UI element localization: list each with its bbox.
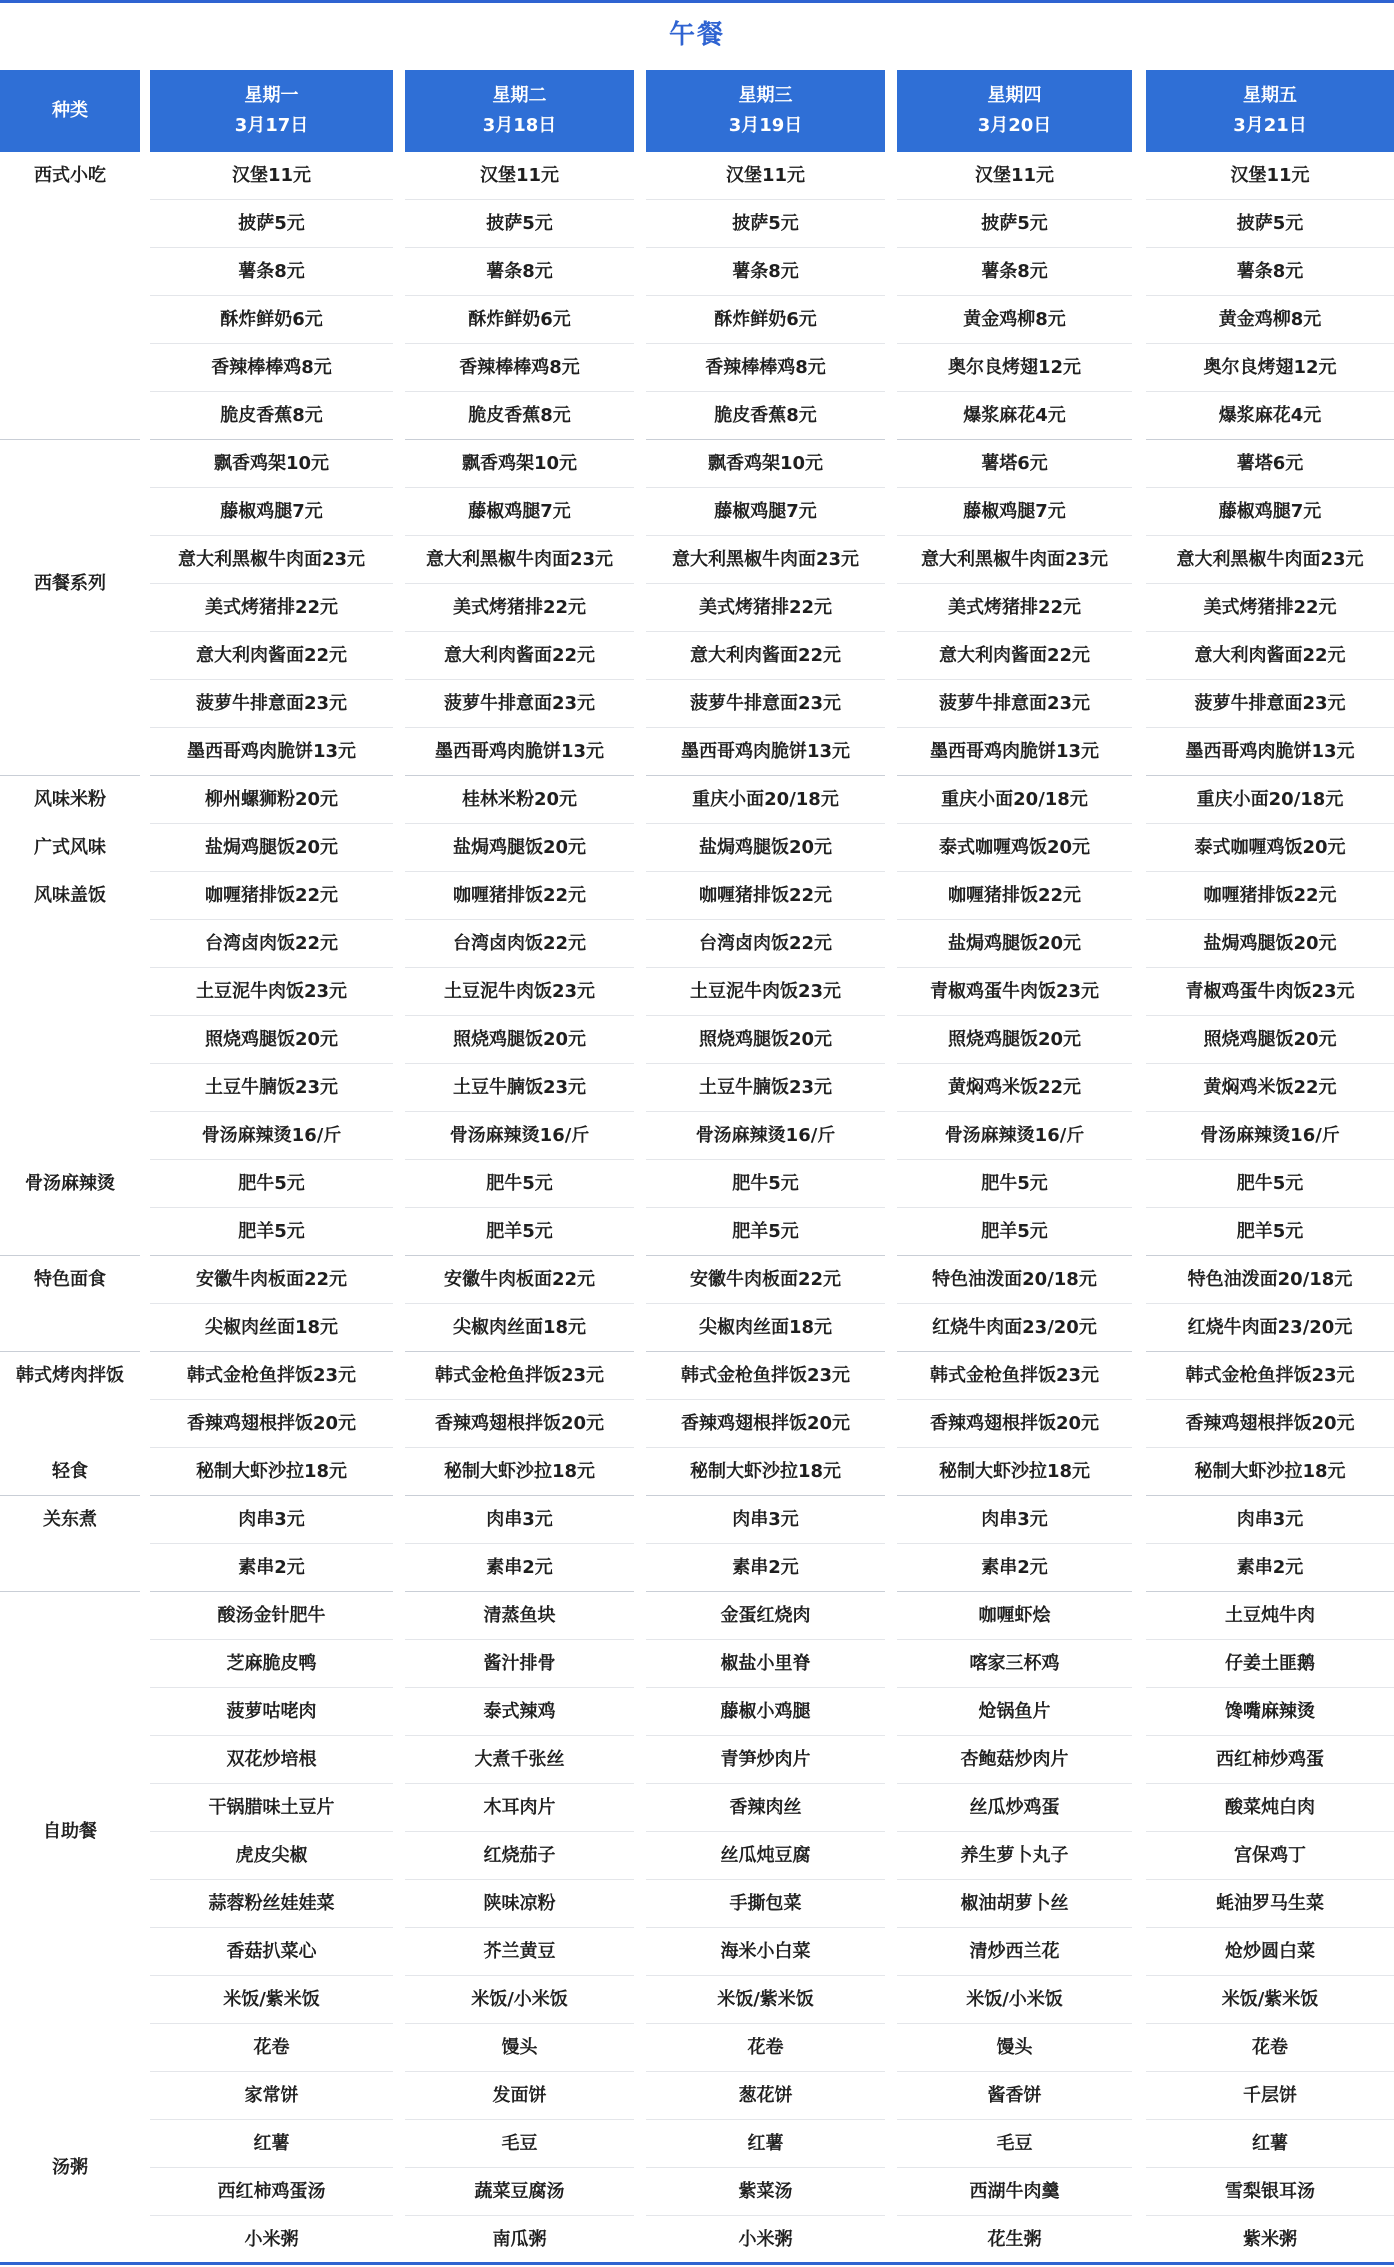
menu-cell: 骨汤麻辣烫16/斤 (897, 1112, 1132, 1160)
menu-cell: 盐焗鸡腿饭20元 (897, 920, 1132, 968)
table-row (0, 1544, 1394, 1592)
header-day-2 (405, 70, 634, 152)
menu-cell: 米饭/紫米饭 (1146, 1976, 1394, 2024)
menu-cell: 米饭/小米饭 (897, 1976, 1132, 2024)
menu-cell: 照烧鸡腿饭20元 (405, 1016, 634, 1064)
menu-cell: 虎皮尖椒 (150, 1832, 393, 1880)
menu-cell: 南瓜粥 (405, 2216, 634, 2264)
menu-cell: 藤椒鸡腿7元 (150, 488, 393, 536)
menu-cell: 海米小白菜 (646, 1928, 885, 1976)
menu-cell: 干锅腊味土豆片 (150, 1784, 393, 1832)
menu-cell: 酸菜炖白肉 (1146, 1784, 1394, 1832)
header-date: 3月21日 (1233, 115, 1307, 136)
menu-cell: 咖喱猪排饭22元 (1146, 872, 1394, 920)
menu-cell: 菠萝咕咾肉 (150, 1688, 393, 1736)
menu-cell: 安徽牛肉板面22元 (150, 1256, 393, 1304)
menu-cell: 肥牛5元 (897, 1160, 1132, 1208)
menu-cell: 脆皮香蕉8元 (646, 392, 885, 440)
menu-cell: 菠萝牛排意面23元 (150, 680, 393, 728)
table-row (0, 344, 1394, 392)
menu-cell: 香辣鸡翅根拌饭20元 (150, 1400, 393, 1448)
menu-cell: 汉堡11元 (1146, 152, 1394, 200)
category-label: 汤粥 (52, 2157, 88, 2178)
menu-cell: 芝麻脆皮鸭 (150, 1640, 393, 1688)
category-label: 骨汤麻辣烫 (25, 1173, 115, 1194)
category-label: 风味米粉 (34, 789, 106, 810)
menu-cell: 馒头 (897, 2024, 1132, 2072)
menu-cell: 小米粥 (646, 2216, 885, 2264)
menu-cell: 薯条8元 (1146, 248, 1394, 296)
menu-cell: 清蒸鱼块 (405, 1592, 634, 1640)
menu-cell: 千层饼 (1146, 2072, 1394, 2120)
menu-cell: 藤椒鸡腿7元 (405, 488, 634, 536)
table-row (0, 392, 1394, 440)
menu-cell: 炝炒圆白菜 (1146, 1928, 1394, 1976)
menu-cell: 墨西哥鸡肉脆饼13元 (897, 728, 1132, 776)
menu-cell: 美式烤猪排22元 (1146, 584, 1394, 632)
menu-table (0, 152, 1394, 2264)
menu-cell: 素串2元 (150, 1544, 393, 1592)
menu-cell: 韩式金枪鱼拌饭23元 (646, 1352, 885, 1400)
menu-cell: 飘香鸡架10元 (150, 440, 393, 488)
menu-cell: 土豆牛腩饭23元 (150, 1064, 393, 1112)
header-category-label: 种类 (52, 100, 88, 121)
menu-cell: 土豆泥牛肉饭23元 (150, 968, 393, 1016)
table-row (0, 1016, 1394, 1064)
header-day-3 (646, 70, 885, 152)
menu-cell: 咖喱猪排饭22元 (150, 872, 393, 920)
category-label: 韩式烤肉拌饭 (16, 1365, 124, 1386)
table-row (0, 680, 1394, 728)
table-row (0, 1304, 1394, 1352)
header-day-5 (1146, 70, 1394, 152)
menu-cell: 意大利肉酱面22元 (897, 632, 1132, 680)
menu-cell: 汉堡11元 (405, 152, 634, 200)
menu-cell: 青笋炒肉片 (646, 1736, 885, 1784)
menu-cell: 爆浆麻花4元 (897, 392, 1132, 440)
menu-cell: 披萨5元 (405, 200, 634, 248)
menu-cell: 肉串3元 (897, 1496, 1132, 1544)
menu-cell: 盐焗鸡腿饭20元 (405, 824, 634, 872)
menu-cell: 毛豆 (897, 2120, 1132, 2168)
menu-cell: 爆浆麻花4元 (1146, 392, 1394, 440)
menu-cell: 小米粥 (150, 2216, 393, 2264)
category-label: 西式小吃 (34, 165, 106, 186)
menu-cell: 韩式金枪鱼拌饭23元 (897, 1352, 1132, 1400)
menu-cell: 发面饼 (405, 2072, 634, 2120)
menu-cell: 秘制大虾沙拉18元 (646, 1448, 885, 1496)
menu-cell: 肥羊5元 (150, 1208, 393, 1256)
page-title: 午餐 (668, 20, 725, 50)
menu-cell: 咖喱虾烩 (897, 1592, 1132, 1640)
menu-cell: 藤椒鸡腿7元 (897, 488, 1132, 536)
menu-cell: 双花炒培根 (150, 1736, 393, 1784)
menu-cell: 香辣棒棒鸡8元 (150, 344, 393, 392)
menu-cell: 泰式咖喱鸡饭20元 (897, 824, 1132, 872)
menu-cell: 馋嘴麻辣烫 (1146, 1688, 1394, 1736)
menu-cell: 重庆小面20/18元 (646, 776, 885, 824)
menu-cell: 酥炸鲜奶6元 (646, 296, 885, 344)
menu-cell: 汉堡11元 (150, 152, 393, 200)
table-row (0, 728, 1394, 776)
menu-cell: 椒盐小里脊 (646, 1640, 885, 1688)
menu-cell: 奥尔良烤翅12元 (1146, 344, 1394, 392)
menu-cell: 香辣肉丝 (646, 1784, 885, 1832)
menu-cell: 墨西哥鸡肉脆饼13元 (1146, 728, 1394, 776)
menu-cell: 土豆泥牛肉饭23元 (405, 968, 634, 1016)
menu-cell: 意大利肉酱面22元 (150, 632, 393, 680)
menu-cell: 花生粥 (897, 2216, 1132, 2264)
menu-cell: 酱香饼 (897, 2072, 1132, 2120)
menu-cell: 香辣棒棒鸡8元 (405, 344, 634, 392)
menu-cell: 美式烤猪排22元 (897, 584, 1132, 632)
table-row (0, 776, 1394, 824)
menu-cell: 素串2元 (1146, 1544, 1394, 1592)
menu-cell: 酥炸鲜奶6元 (150, 296, 393, 344)
menu-cell: 墨西哥鸡肉脆饼13元 (405, 728, 634, 776)
menu-cell: 咖喱猪排饭22元 (646, 872, 885, 920)
menu-cell: 意大利黑椒牛肉面23元 (897, 536, 1132, 584)
menu-cell: 安徽牛肉板面22元 (405, 1256, 634, 1304)
menu-cell: 意大利黑椒牛肉面23元 (150, 536, 393, 584)
menu-cell: 土豆炖牛肉 (1146, 1592, 1394, 1640)
header-weekday: 星期一 (244, 85, 299, 106)
menu-cell: 汉堡11元 (897, 152, 1132, 200)
table-row (0, 488, 1394, 536)
table-row (0, 1736, 1394, 1784)
menu-cell: 秘制大虾沙拉18元 (150, 1448, 393, 1496)
menu-cell: 米饭/小米饭 (405, 1976, 634, 2024)
menu-cell: 红薯 (646, 2120, 885, 2168)
menu-cell: 菠萝牛排意面23元 (897, 680, 1132, 728)
table-row (0, 584, 1394, 632)
menu-cell: 红薯 (1146, 2120, 1394, 2168)
menu-cell: 菠萝牛排意面23元 (1146, 680, 1394, 728)
menu-cell: 秘制大虾沙拉18元 (897, 1448, 1132, 1496)
menu-cell: 肥羊5元 (897, 1208, 1132, 1256)
menu-cell: 雪梨银耳汤 (1146, 2168, 1394, 2216)
header-weekday: 星期二 (492, 85, 547, 106)
menu-cell: 重庆小面20/18元 (897, 776, 1132, 824)
menu-cell: 薯条8元 (405, 248, 634, 296)
table-row (0, 920, 1394, 968)
menu-cell: 喀家三杯鸡 (897, 1640, 1132, 1688)
table-row (0, 1160, 1394, 1208)
table-row (0, 2216, 1394, 2264)
menu-cell: 意大利肉酱面22元 (1146, 632, 1394, 680)
menu-cell: 韩式金枪鱼拌饭23元 (1146, 1352, 1394, 1400)
table-row (0, 1928, 1394, 1976)
table-row (0, 200, 1394, 248)
header-category (0, 70, 140, 152)
menu-cell: 意大利黑椒牛肉面23元 (405, 536, 634, 584)
menu-cell: 养生萝卜丸子 (897, 1832, 1132, 1880)
menu-cell: 脆皮香蕉8元 (405, 392, 634, 440)
menu-cell: 柳州螺狮粉20元 (150, 776, 393, 824)
menu-cell: 丝瓜炖豆腐 (646, 1832, 885, 1880)
menu-cell: 薯塔6元 (1146, 440, 1394, 488)
menu-cell: 特色油泼面20/18元 (897, 1256, 1132, 1304)
menu-cell: 陕味凉粉 (405, 1880, 634, 1928)
menu-cell: 青椒鸡蛋牛肉饭23元 (1146, 968, 1394, 1016)
menu-cell: 土豆泥牛肉饭23元 (646, 968, 885, 1016)
menu-cell: 尖椒肉丝面18元 (646, 1304, 885, 1352)
table-row (0, 1592, 1394, 1640)
table-row (0, 2024, 1394, 2072)
header-weekday: 星期四 (987, 85, 1042, 106)
category-label: 关东煮 (43, 1509, 97, 1530)
menu-cell: 薯条8元 (897, 248, 1132, 296)
menu-cell: 骨汤麻辣烫16/斤 (150, 1112, 393, 1160)
menu-cell: 尖椒肉丝面18元 (150, 1304, 393, 1352)
menu-cell: 意大利黑椒牛肉面23元 (646, 536, 885, 584)
menu-cell: 意大利肉酱面22元 (646, 632, 885, 680)
menu-cell: 黄金鸡柳8元 (897, 296, 1132, 344)
menu-cell: 酱汁排骨 (405, 1640, 634, 1688)
table-row (0, 1640, 1394, 1688)
menu-cell: 台湾卤肉饭22元 (150, 920, 393, 968)
menu-cell: 韩式金枪鱼拌饭23元 (150, 1352, 393, 1400)
table-row (0, 632, 1394, 680)
menu-cell: 紫米粥 (1146, 2216, 1394, 2264)
menu-cell: 丝瓜炒鸡蛋 (897, 1784, 1132, 1832)
menu-cell: 家常饼 (150, 2072, 393, 2120)
menu-cell: 葱花饼 (646, 2072, 885, 2120)
menu-cell: 馒头 (405, 2024, 634, 2072)
menu-cell: 意大利肉酱面22元 (405, 632, 634, 680)
table-row (0, 1976, 1394, 2024)
category-label: 西餐系列 (34, 573, 106, 594)
menu-cell: 毛豆 (405, 2120, 634, 2168)
menu-cell: 肥羊5元 (1146, 1208, 1394, 1256)
menu-cell: 素串2元 (897, 1544, 1132, 1592)
menu-cell: 照烧鸡腿饭20元 (150, 1016, 393, 1064)
menu-cell: 西红柿炒鸡蛋 (1146, 1736, 1394, 1784)
menu-cell: 墨西哥鸡肉脆饼13元 (646, 728, 885, 776)
menu-cell: 尖椒肉丝面18元 (405, 1304, 634, 1352)
menu-cell: 脆皮香蕉8元 (150, 392, 393, 440)
menu-cell: 披萨5元 (897, 200, 1132, 248)
menu-cell: 美式烤猪排22元 (405, 584, 634, 632)
menu-cell: 安徽牛肉板面22元 (646, 1256, 885, 1304)
menu-cell: 薯塔6元 (897, 440, 1132, 488)
menu-cell: 肥牛5元 (405, 1160, 634, 1208)
table-row (0, 1352, 1394, 1400)
menu-cell: 米饭/紫米饭 (646, 1976, 885, 2024)
menu-cell: 骨汤麻辣烫16/斤 (646, 1112, 885, 1160)
header-date: 3月20日 (977, 115, 1052, 136)
menu-cell: 大煮千张丝 (405, 1736, 634, 1784)
menu-cell: 清炒西兰花 (897, 1928, 1132, 1976)
menu-cell: 秘制大虾沙拉18元 (1146, 1448, 1394, 1496)
table-row (0, 1688, 1394, 1736)
menu-cell: 酥炸鲜奶6元 (405, 296, 634, 344)
category-label: 轻食 (52, 1461, 88, 1482)
menu-cell: 花卷 (150, 2024, 393, 2072)
menu-cell: 肉串3元 (405, 1496, 634, 1544)
menu-cell: 黄焖鸡米饭22元 (1146, 1064, 1394, 1112)
menu-cell: 肉串3元 (1146, 1496, 1394, 1544)
menu-cell: 花卷 (1146, 2024, 1394, 2072)
bottom-rule (0, 2262, 1394, 2265)
header-date: 3月19日 (728, 115, 803, 136)
menu-cell: 薯条8元 (150, 248, 393, 296)
menu-cell: 香辣棒棒鸡8元 (646, 344, 885, 392)
menu-cell: 黄焖鸡米饭22元 (897, 1064, 1132, 1112)
table-row (0, 2072, 1394, 2120)
table-row (0, 1880, 1394, 1928)
menu-cell: 照烧鸡腿饭20元 (646, 1016, 885, 1064)
menu-cell: 泰式咖喱鸡饭20元 (1146, 824, 1394, 872)
menu-cell: 香辣鸡翅根拌饭20元 (405, 1400, 634, 1448)
menu-cell: 披萨5元 (646, 200, 885, 248)
table-row (0, 1400, 1394, 1448)
menu-cell: 红烧牛肉面23/20元 (1146, 1304, 1394, 1352)
menu-cell: 台湾卤肉饭22元 (405, 920, 634, 968)
menu-cell: 椒油胡萝卜丝 (897, 1880, 1132, 1928)
menu-cell: 紫菜汤 (646, 2168, 885, 2216)
menu-cell: 美式烤猪排22元 (646, 584, 885, 632)
menu-cell: 蚝油罗马生菜 (1146, 1880, 1394, 1928)
table-row (0, 536, 1394, 584)
menu-cell: 肥牛5元 (1146, 1160, 1394, 1208)
menu-cell: 肥羊5元 (646, 1208, 885, 1256)
menu-cell: 藤椒鸡腿7元 (1146, 488, 1394, 536)
menu-cell: 米饭/紫米饭 (150, 1976, 393, 2024)
menu-cell: 西红柿鸡蛋汤 (150, 2168, 393, 2216)
table-row (0, 1208, 1394, 1256)
menu-cell: 炝锅鱼片 (897, 1688, 1132, 1736)
menu-cell: 香辣鸡翅根拌饭20元 (1146, 1400, 1394, 1448)
menu-cell: 汉堡11元 (646, 152, 885, 200)
menu-cell: 黄金鸡柳8元 (1146, 296, 1394, 344)
menu-cell: 咖喱猪排饭22元 (405, 872, 634, 920)
table-row (0, 440, 1394, 488)
table-row (0, 968, 1394, 1016)
menu-cell: 仔姜土匪鹅 (1146, 1640, 1394, 1688)
table-row (0, 1256, 1394, 1304)
header-date: 3月18日 (482, 115, 557, 136)
menu-cell: 红薯 (150, 2120, 393, 2168)
menu-cell: 金蛋红烧肉 (646, 1592, 885, 1640)
menu-cell: 香辣鸡翅根拌饭20元 (646, 1400, 885, 1448)
menu-cell: 骨汤麻辣烫16/斤 (405, 1112, 634, 1160)
menu-cell: 薯条8元 (646, 248, 885, 296)
menu-cell: 肉串3元 (150, 1496, 393, 1544)
menu-cell: 韩式金枪鱼拌饭23元 (405, 1352, 634, 1400)
table-row (0, 1448, 1394, 1496)
menu-cell: 飘香鸡架10元 (646, 440, 885, 488)
menu-cell: 红烧牛肉面23/20元 (897, 1304, 1132, 1352)
menu-cell: 土豆牛腩饭23元 (405, 1064, 634, 1112)
menu-cell: 肥羊5元 (405, 1208, 634, 1256)
menu-cell: 重庆小面20/18元 (1146, 776, 1394, 824)
menu-cell: 土豆牛腩饭23元 (646, 1064, 885, 1112)
menu-cell: 香辣鸡翅根拌饭20元 (897, 1400, 1132, 1448)
menu-cell: 藤椒鸡腿7元 (646, 488, 885, 536)
menu-cell: 菠萝牛排意面23元 (646, 680, 885, 728)
menu-cell: 宫保鸡丁 (1146, 1832, 1394, 1880)
menu-cell: 照烧鸡腿饭20元 (897, 1016, 1132, 1064)
menu-cell: 蒜蓉粉丝娃娃菜 (150, 1880, 393, 1928)
menu-cell: 咖喱猪排饭22元 (897, 872, 1132, 920)
menu-cell: 杏鲍菇炒肉片 (897, 1736, 1132, 1784)
menu-cell: 墨西哥鸡肉脆饼13元 (150, 728, 393, 776)
menu-cell: 泰式辣鸡 (405, 1688, 634, 1736)
table-row (0, 1832, 1394, 1880)
table-row (0, 152, 1394, 200)
menu-cell: 素串2元 (405, 1544, 634, 1592)
menu-cell: 照烧鸡腿饭20元 (1146, 1016, 1394, 1064)
table-row (0, 1496, 1394, 1544)
table-row (0, 872, 1394, 920)
category-label: 广式风味 (34, 837, 106, 858)
header-day-1 (150, 70, 393, 152)
category-label: 风味盖饭 (34, 885, 106, 906)
table-row (0, 1784, 1394, 1832)
menu-cell: 芥兰黄豆 (405, 1928, 634, 1976)
menu-cell: 菠萝牛排意面23元 (405, 680, 634, 728)
menu-cell: 美式烤猪排22元 (150, 584, 393, 632)
menu-cell: 特色油泼面20/18元 (1146, 1256, 1394, 1304)
category-label: 特色面食 (34, 1269, 106, 1290)
menu-cell: 肥牛5元 (646, 1160, 885, 1208)
header-weekday: 星期三 (738, 85, 793, 106)
table-row (0, 2168, 1394, 2216)
menu-cell: 手撕包菜 (646, 1880, 885, 1928)
menu-cell: 意大利黑椒牛肉面23元 (1146, 536, 1394, 584)
menu-cell: 西湖牛肉羹 (897, 2168, 1132, 2216)
menu-cell: 骨汤麻辣烫16/斤 (1146, 1112, 1394, 1160)
table-row (0, 1112, 1394, 1160)
menu-cell: 花卷 (646, 2024, 885, 2072)
menu-cell: 青椒鸡蛋牛肉饭23元 (897, 968, 1132, 1016)
header-date: 3月17日 (234, 115, 309, 136)
header-day-4 (897, 70, 1132, 152)
table-row (0, 824, 1394, 872)
menu-cell: 香菇扒菜心 (150, 1928, 393, 1976)
menu-cell: 蔬菜豆腐汤 (405, 2168, 634, 2216)
table-row (0, 2120, 1394, 2168)
menu-cell: 肥牛5元 (150, 1160, 393, 1208)
menu-cell: 桂林米粉20元 (405, 776, 634, 824)
menu-cell: 秘制大虾沙拉18元 (405, 1448, 634, 1496)
menu-cell: 披萨5元 (150, 200, 393, 248)
menu-cell: 奥尔良烤翅12元 (897, 344, 1132, 392)
menu-cell: 木耳肉片 (405, 1784, 634, 1832)
header-weekday: 星期五 (1243, 85, 1297, 106)
menu-cell: 飘香鸡架10元 (405, 440, 634, 488)
menu-cell: 酸汤金针肥牛 (150, 1592, 393, 1640)
menu-cell: 披萨5元 (1146, 200, 1394, 248)
menu-cell: 盐焗鸡腿饭20元 (1146, 920, 1394, 968)
menu-cell: 肉串3元 (646, 1496, 885, 1544)
menu-cell: 盐焗鸡腿饭20元 (150, 824, 393, 872)
menu-cell: 藤椒小鸡腿 (646, 1688, 885, 1736)
table-row (0, 248, 1394, 296)
menu-cell: 素串2元 (646, 1544, 885, 1592)
table-row (0, 1064, 1394, 1112)
menu-cell: 红烧茄子 (405, 1832, 634, 1880)
table-row (0, 296, 1394, 344)
menu-cell: 盐焗鸡腿饭20元 (646, 824, 885, 872)
menu-cell: 台湾卤肉饭22元 (646, 920, 885, 968)
category-label: 自助餐 (43, 1821, 97, 1842)
